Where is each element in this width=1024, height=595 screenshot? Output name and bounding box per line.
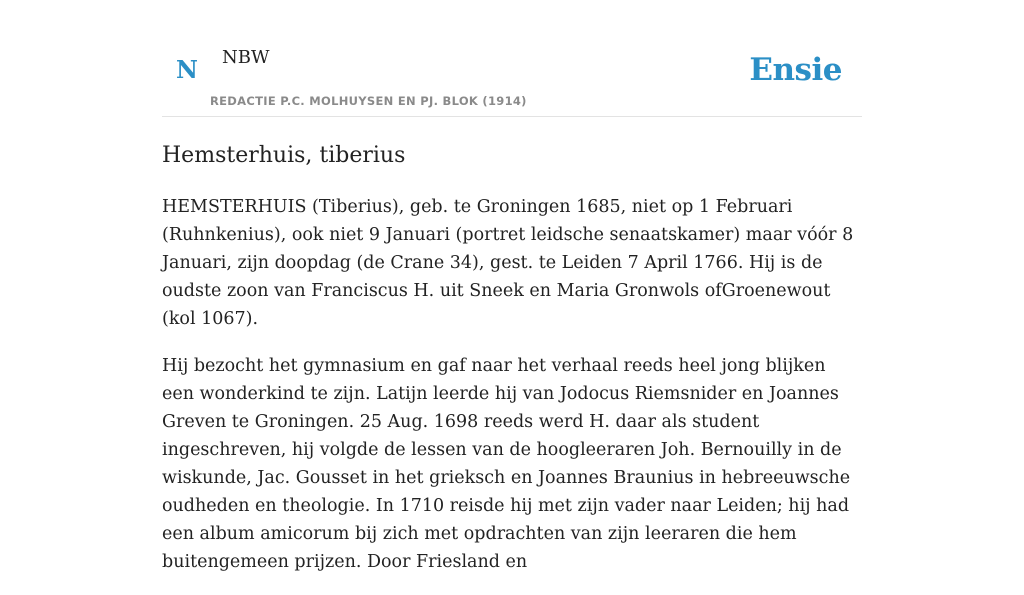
source-logo[interactable]: N bbox=[176, 55, 198, 84]
source-name[interactable]: NBW bbox=[222, 47, 270, 68]
article-paragraph: HEMSTERHUIS (Tiberius), geb. te Groningen 1685, niet op 1 Februari (Ruhnkenius), ook niet 9 Januari (portret leidsche senaatskamer) maar vóór 8 Januari, zijn doopdag (de Crane 34), gest. te Leiden 7 April 1766. Hij is de oudste zoon van Franciscus H. uit Sneek en Maria Gronwols ofGroenewout (kol 1067). bbox=[162, 197, 854, 329]
article-paragraph: Hij bezocht het gymnasium en gaf naar het verhaal reeds heel jong blijken een wonderkind te zijn. Latijn leerde hij van Jodocus Riemsnider en Joannes Greven te Groningen. 25 Aug. 1698 reeds werd H. daar als student ingeschreven, hij volgde de lessen van de hoogleeraren Joh. Bernouilly in de wiskunde, Jac. Gousset in het grieksch en Joannes Braunius in hebreeuwsche oudheden en theologie. In 1710 reisde hij met zijn vader naar Leiden; hij had een album amicorum bij zich met opdrachten van zijn leeraren die hem buitengemeen prijzen. Door Friesland en bbox=[162, 356, 851, 572]
brand-logo[interactable]: Ensie bbox=[749, 52, 842, 88]
page bbox=[162, 0, 862, 595]
source-subtitle: REDACTIE P.C. MOLHUYSEN EN PJ. BLOK (1914) bbox=[210, 94, 527, 108]
header bbox=[162, 0, 862, 117]
article-body bbox=[162, 193, 862, 576]
article-title: Hemsterhuis, tiberius bbox=[162, 143, 406, 168]
